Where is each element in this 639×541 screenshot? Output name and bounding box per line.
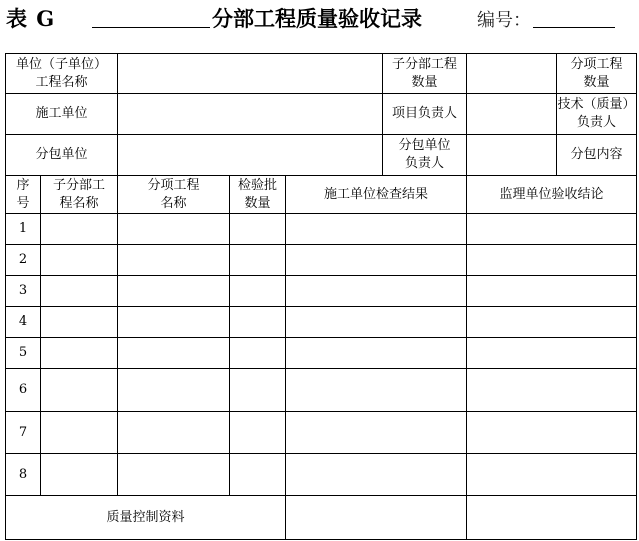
quality-docs-label: 质量控制资料 — [106, 509, 185, 525]
row-number: 4 — [6, 307, 41, 338]
table-row — [6, 245, 637, 276]
sub-item-name-cell[interactable] — [118, 245, 230, 276]
sub-item-name-cell[interactable] — [118, 214, 230, 245]
sub-division-name-cell[interactable] — [41, 338, 118, 369]
contractor-result-cell[interactable] — [286, 307, 467, 338]
row-number: 7 — [6, 412, 41, 454]
supervisor-conclusion-cell[interactable] — [467, 245, 637, 276]
contractor-result-cell[interactable] — [286, 245, 467, 276]
subcontract-unit-label: 分包单位 — [35, 147, 88, 162]
info-row-2 — [6, 94, 637, 135]
supervisor-conclusion-cell[interactable] — [467, 276, 637, 307]
sub-division-name-cell[interactable] — [41, 245, 118, 276]
row-number: 6 — [6, 369, 41, 412]
subcontract-manager-value[interactable] — [467, 135, 557, 176]
sub-division-name-header: 子分部工 程名称 — [53, 177, 106, 211]
number-blank[interactable] — [533, 27, 615, 28]
construction-unit-value[interactable] — [118, 94, 383, 135]
sub-item-name-cell[interactable] — [118, 276, 230, 307]
supervisor-conclusion-cell[interactable] — [467, 369, 637, 412]
contractor-result-cell[interactable] — [286, 338, 467, 369]
inspection-lot-count-cell[interactable] — [230, 369, 286, 412]
contractor-result-cell[interactable] — [286, 454, 467, 496]
inspection-lot-count-header: 检验批 数量 — [238, 177, 278, 211]
form-header — [0, 0, 639, 40]
sub-item-name-header: 分项工程 名称 — [147, 177, 200, 211]
label-cell — [6, 94, 118, 135]
subcontract-unit-value[interactable] — [118, 135, 383, 176]
label-cell — [6, 135, 118, 176]
sub-division-name-cell[interactable] — [41, 454, 118, 496]
label-cell — [383, 135, 467, 176]
table-row — [6, 454, 637, 496]
table-row — [6, 338, 637, 369]
sub-item-name-cell[interactable] — [118, 454, 230, 496]
table-row — [6, 369, 637, 412]
quality-docs-contractor-cell[interactable] — [286, 496, 467, 540]
row-number: 5 — [6, 338, 41, 369]
inspection-lot-count-cell[interactable] — [230, 245, 286, 276]
subcontract-manager-label: 分包单位 负责人 — [398, 138, 451, 171]
sub-division-name-cell[interactable] — [41, 307, 118, 338]
contractor-result-cell[interactable] — [286, 276, 467, 307]
inspection-lot-count-cell[interactable] — [230, 307, 286, 338]
inspection-lot-count-cell[interactable] — [230, 338, 286, 369]
info-row-3 — [6, 135, 637, 176]
label-cell — [6, 54, 118, 94]
seq-header: 序 号 — [16, 177, 30, 211]
acceptance-record-table — [5, 53, 637, 540]
quality-docs-supervisor-cell[interactable] — [467, 496, 637, 540]
sub-division-name-cell[interactable] — [41, 214, 118, 245]
label-cell — [557, 54, 637, 94]
header-cell — [41, 176, 118, 214]
sub-division-count-label: 子分部工程 数量 — [392, 56, 458, 90]
contractor-result-header: 施工单位检查结果 — [324, 186, 429, 202]
label-cell — [6, 496, 286, 540]
sub-item-count-label: 分项工程 数量 — [570, 56, 623, 90]
table-row — [6, 307, 637, 338]
row-number: 8 — [6, 454, 41, 496]
sub-division-name-cell[interactable] — [41, 276, 118, 307]
inspection-lot-count-cell[interactable] — [230, 412, 286, 454]
contractor-result-cell[interactable] — [286, 214, 467, 245]
project-manager-label: 项目负责人 — [392, 106, 458, 121]
sub-item-name-cell[interactable] — [118, 369, 230, 412]
supervisor-conclusion-cell[interactable] — [467, 307, 637, 338]
technical-manager-label: 技术（质量） 负责人 — [557, 97, 636, 130]
table-code: 表 G — [6, 6, 56, 31]
sub-division-name-cell[interactable] — [41, 369, 118, 412]
subcontract-content-label: 分包内容 — [570, 147, 623, 162]
inspection-lot-count-cell[interactable] — [230, 276, 286, 307]
label-cell — [557, 94, 637, 135]
form-title: 分部工程质量验收记录 — [212, 6, 422, 31]
construction-unit-label: 施工单位 — [35, 106, 88, 121]
label-cell — [383, 54, 467, 94]
header-cell — [230, 176, 286, 214]
supervisor-conclusion-cell[interactable] — [467, 338, 637, 369]
contractor-result-cell[interactable] — [286, 412, 467, 454]
label-cell — [557, 135, 637, 176]
quality-docs-row — [6, 496, 637, 540]
project-name-blank[interactable] — [92, 27, 210, 28]
header-cell — [467, 176, 637, 214]
header-cell — [286, 176, 467, 214]
table-row — [6, 214, 637, 245]
number-label: 编号： — [477, 10, 531, 31]
supervisor-conclusion-header: 监理单位验收结论 — [499, 186, 604, 202]
sub-division-count-value[interactable] — [467, 54, 557, 94]
table-row — [6, 276, 637, 307]
sub-item-name-cell[interactable] — [118, 412, 230, 454]
header-cell — [6, 176, 41, 214]
label-cell — [383, 94, 467, 135]
row-number: 2 — [6, 245, 41, 276]
inspection-lot-count-cell[interactable] — [230, 214, 286, 245]
column-header-row — [6, 176, 637, 214]
sub-item-name-cell[interactable] — [118, 338, 230, 369]
supervisor-conclusion-cell[interactable] — [467, 412, 637, 454]
unit-project-name-value[interactable] — [118, 54, 383, 94]
contractor-result-cell[interactable] — [286, 369, 467, 412]
supervisor-conclusion-cell[interactable] — [467, 214, 637, 245]
row-number: 1 — [6, 214, 41, 245]
supervisor-conclusion-cell[interactable] — [467, 454, 637, 496]
project-manager-value[interactable] — [467, 94, 557, 135]
sub-item-name-cell[interactable] — [118, 307, 230, 338]
row-number: 3 — [6, 276, 41, 307]
inspection-lot-count-cell[interactable] — [230, 454, 286, 496]
unit-project-name-label: 单位（子单位） 工程名称 — [16, 56, 108, 90]
info-row-1 — [6, 54, 637, 94]
table-row — [6, 412, 637, 454]
sub-division-name-cell[interactable] — [41, 412, 118, 454]
header-cell — [118, 176, 230, 214]
